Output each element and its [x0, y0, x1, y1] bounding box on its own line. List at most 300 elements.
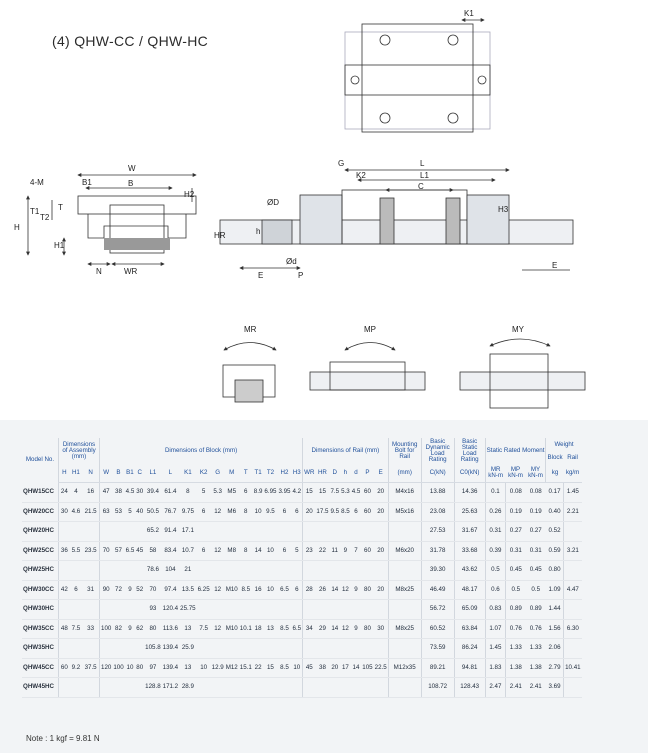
spec-table — [22, 438, 582, 698]
spec-section — [0, 420, 648, 753]
value-cell: 60 — [59, 658, 70, 678]
value-cell: 4.5 — [351, 483, 362, 503]
value-cell: 50.5 — [144, 502, 161, 522]
value-cell — [197, 561, 211, 581]
sub-header: N — [82, 464, 99, 483]
value-cell: 0.1 — [485, 483, 505, 503]
value-cell: 70 — [144, 580, 161, 600]
value-cell: 0.27 — [525, 522, 545, 542]
dim-label-e-right: E — [552, 261, 558, 270]
value-cell: 0.52 — [546, 522, 564, 542]
value-cell: 18 — [253, 619, 264, 639]
value-cell: 47 — [100, 483, 113, 503]
value-cell — [135, 639, 144, 659]
value-cell: 10.1 — [239, 619, 253, 639]
sub-header — [485, 464, 505, 483]
value-cell: 6 — [277, 502, 291, 522]
value-cell — [253, 678, 264, 698]
value-cell: 14 — [329, 619, 340, 639]
value-cell: 10 — [263, 580, 277, 600]
value-cell: 33.68 — [454, 541, 485, 561]
value-cell — [70, 639, 83, 659]
moment-unit: kN-m — [488, 472, 504, 479]
sub-header-row — [22, 464, 582, 483]
value-cell: 97.4 — [162, 580, 179, 600]
value-cell: 2.47 — [485, 678, 505, 698]
value-cell: 171.2 — [162, 678, 179, 698]
value-cell — [225, 561, 239, 581]
value-cell: 52 — [135, 580, 144, 600]
value-cell: 25.9 — [179, 639, 196, 659]
value-cell: 58 — [144, 541, 161, 561]
dim-label-t2: T2 — [40, 213, 50, 222]
value-cell: 12 — [211, 502, 225, 522]
value-cell — [292, 678, 303, 698]
value-cell: 6.95 — [263, 483, 277, 503]
value-cell — [125, 600, 136, 620]
value-cell: 30 — [374, 619, 389, 639]
value-cell: 60 — [361, 541, 373, 561]
value-cell — [135, 600, 144, 620]
header-moment: Static Rated Moment — [485, 438, 546, 464]
value-cell: 5.3 — [211, 483, 225, 503]
value-cell: 61.4 — [162, 483, 179, 503]
value-cell: M8x25 — [388, 619, 421, 639]
value-cell: 56.72 — [421, 600, 454, 620]
value-cell: 6 — [197, 502, 211, 522]
value-cell: 16 — [253, 580, 264, 600]
table-row — [22, 639, 582, 659]
sub-header: T — [239, 464, 253, 483]
sub-header: M — [225, 464, 239, 483]
value-cell: 1.45 — [485, 639, 505, 659]
sub-header: W — [100, 464, 113, 483]
value-cell — [277, 600, 291, 620]
dim-label-h1: H1 — [54, 241, 65, 250]
value-cell — [100, 678, 113, 698]
value-cell: 100 — [100, 619, 113, 639]
value-cell: 82 — [112, 619, 124, 639]
value-cell — [340, 561, 351, 581]
value-cell — [374, 678, 389, 698]
value-cell — [197, 678, 211, 698]
value-cell: 9.75 — [179, 502, 196, 522]
value-cell — [135, 561, 144, 581]
value-cell: 120.4 — [162, 600, 179, 620]
dim-label-e: E — [258, 271, 264, 280]
model-cell: QHW20HC — [22, 522, 59, 542]
value-cell — [70, 600, 83, 620]
value-cell: 1.33 — [506, 639, 526, 659]
value-cell: 23.08 — [421, 502, 454, 522]
value-cell — [292, 522, 303, 542]
value-cell: 11 — [329, 541, 340, 561]
dim-label-4m: 4-M — [30, 178, 44, 187]
dim-label-l: L — [420, 159, 425, 168]
value-cell: 48 — [59, 619, 70, 639]
value-cell: 6 — [277, 541, 291, 561]
header-assembly: Dimensions of Assembly (mm) — [59, 438, 100, 464]
model-cell: QHW25CC — [22, 541, 59, 561]
value-cell: M12 — [225, 658, 239, 678]
value-cell — [351, 600, 362, 620]
value-cell: 5 — [197, 483, 211, 503]
dim-label-d: ØD — [267, 198, 279, 207]
value-cell: 97 — [144, 658, 161, 678]
value-cell: 38 — [112, 483, 124, 503]
value-cell — [329, 600, 340, 620]
value-cell: 22 — [253, 658, 264, 678]
value-cell: 39.4 — [144, 483, 161, 503]
header-model: Model No. — [25, 456, 55, 464]
value-cell — [125, 639, 136, 659]
value-cell: 9.5 — [329, 502, 340, 522]
table-row — [22, 658, 582, 678]
dim-label-l1: L1 — [420, 171, 429, 180]
value-cell: 76.7 — [162, 502, 179, 522]
value-cell: 36 — [59, 541, 70, 561]
value-cell: 0.83 — [485, 600, 505, 620]
value-cell: 105 — [361, 658, 373, 678]
value-cell: 72 — [112, 580, 124, 600]
value-cell: 0.6 — [485, 580, 505, 600]
value-cell — [112, 561, 124, 581]
value-cell: 14.36 — [454, 483, 485, 503]
value-cell: 9 — [351, 619, 362, 639]
value-cell: 9 — [351, 580, 362, 600]
sub-header: D — [329, 464, 340, 483]
value-cell: 53 — [112, 502, 124, 522]
sub-header: h — [340, 464, 351, 483]
sub-header: C — [135, 464, 144, 483]
value-cell — [211, 600, 225, 620]
value-cell: 0.31 — [525, 541, 545, 561]
value-cell: 8.9 — [253, 483, 264, 503]
value-cell: 9 — [125, 619, 136, 639]
value-cell: 9.5 — [263, 502, 277, 522]
value-cell: M6x20 — [388, 541, 421, 561]
value-cell: 0.89 — [525, 600, 545, 620]
value-cell: 128.43 — [454, 678, 485, 698]
value-cell — [292, 600, 303, 620]
value-cell: 5 — [292, 541, 303, 561]
dim-label-d-small: Ød — [286, 257, 297, 266]
value-cell: 7.5 — [197, 619, 211, 639]
value-cell — [263, 600, 277, 620]
model-cell: QHW20CC — [22, 502, 59, 522]
table-row — [22, 502, 582, 522]
value-cell: 80 — [135, 658, 144, 678]
front-view — [28, 175, 196, 264]
value-cell: 30 — [135, 483, 144, 503]
value-cell — [197, 600, 211, 620]
value-cell — [211, 522, 225, 542]
value-cell: 63 — [100, 502, 113, 522]
dim-label-p: P — [298, 271, 304, 280]
value-cell: 15 — [303, 483, 316, 503]
value-cell — [303, 561, 316, 581]
value-cell — [82, 678, 99, 698]
value-cell: 63.84 — [454, 619, 485, 639]
value-cell: 23.5 — [82, 541, 99, 561]
value-cell: 78.6 — [144, 561, 161, 581]
sub-header: H1 — [70, 464, 83, 483]
value-cell: 0.39 — [485, 541, 505, 561]
value-cell: 90 — [100, 580, 113, 600]
value-cell — [277, 639, 291, 659]
value-cell — [263, 678, 277, 698]
table-row — [22, 483, 582, 503]
value-cell — [277, 561, 291, 581]
value-cell: 17 — [340, 658, 351, 678]
value-cell: M10 — [225, 619, 239, 639]
value-cell: 26 — [315, 580, 329, 600]
sub-header — [525, 464, 545, 483]
value-cell — [263, 639, 277, 659]
value-cell: 5 — [125, 502, 136, 522]
value-cell: 3.21 — [564, 541, 582, 561]
header-weight: Weight — [546, 438, 582, 452]
footnote: Note : 1 kgf = 9.81 N — [26, 734, 100, 743]
value-cell — [59, 639, 70, 659]
value-cell: 65.2 — [144, 522, 161, 542]
value-cell: 1.83 — [485, 658, 505, 678]
moment-label-mp: MP — [364, 325, 376, 334]
value-cell: 10 — [292, 658, 303, 678]
value-cell: 65.09 — [454, 600, 485, 620]
value-cell: 17.1 — [179, 522, 196, 542]
value-cell: 10 — [197, 658, 211, 678]
dim-label-h3: H3 — [498, 205, 509, 214]
value-cell — [340, 678, 351, 698]
sub-header: H2 — [277, 464, 291, 483]
value-cell: 60 — [361, 483, 373, 503]
sub-header: (mm) — [388, 464, 421, 483]
sub-header: H — [59, 464, 70, 483]
value-cell: 25.75 — [179, 600, 196, 620]
value-cell: 2.41 — [506, 678, 526, 698]
header-weight-block: Block — [546, 452, 564, 464]
dim-label-h-small: h — [256, 227, 261, 236]
model-cell: QHW45CC — [22, 658, 59, 678]
value-cell — [292, 639, 303, 659]
value-cell: 6 — [197, 541, 211, 561]
value-cell — [239, 561, 253, 581]
value-cell: 24 — [59, 483, 70, 503]
dim-label-g: G — [338, 159, 345, 168]
value-cell: 15.1 — [239, 658, 253, 678]
value-cell — [340, 522, 351, 542]
sub-header: B — [112, 464, 124, 483]
model-cell: QHW35CC — [22, 619, 59, 639]
value-cell: 1.09 — [546, 580, 564, 600]
sub-header: T1 — [253, 464, 264, 483]
value-cell: 16 — [82, 483, 99, 503]
value-cell: 12 — [211, 580, 225, 600]
header-mounting: Mounting Bolt for Rail — [388, 438, 421, 464]
value-cell: 3.69 — [546, 678, 564, 698]
value-cell: 6 — [239, 483, 253, 503]
value-cell: 5.3 — [340, 483, 351, 503]
value-cell: 8.5 — [239, 580, 253, 600]
value-cell: 139.4 — [162, 639, 179, 659]
moment-mr-drawing — [223, 343, 276, 403]
value-cell: 0.5 — [485, 561, 505, 581]
value-cell — [388, 678, 421, 698]
sub-header: E — [374, 464, 389, 483]
value-cell — [374, 639, 389, 659]
value-cell — [351, 561, 362, 581]
value-cell: 73.59 — [421, 639, 454, 659]
sub-header: K1 — [179, 464, 196, 483]
value-cell: 10.7 — [179, 541, 196, 561]
value-cell: 14 — [253, 541, 264, 561]
value-cell — [351, 639, 362, 659]
value-cell: 0.40 — [546, 502, 564, 522]
value-cell: 60.52 — [421, 619, 454, 639]
value-cell — [253, 522, 264, 542]
value-cell: 13 — [179, 658, 196, 678]
value-cell — [225, 522, 239, 542]
value-cell — [351, 678, 362, 698]
value-cell: 128.8 — [144, 678, 161, 698]
value-cell: 89.21 — [421, 658, 454, 678]
value-cell: 43.62 — [454, 561, 485, 581]
table-row — [22, 678, 582, 698]
value-cell: 13 — [179, 619, 196, 639]
value-cell: 9 — [340, 541, 351, 561]
value-cell: 86.24 — [454, 639, 485, 659]
value-cell: 0.5 — [525, 580, 545, 600]
sub-header-my: MY — [530, 465, 541, 473]
dim-label-n: N — [96, 267, 102, 276]
value-cell — [351, 522, 362, 542]
value-cell: 10.41 — [564, 658, 582, 678]
value-cell — [329, 522, 340, 542]
value-cell — [315, 678, 329, 698]
value-cell: 15 — [263, 658, 277, 678]
value-cell — [329, 639, 340, 659]
value-cell — [125, 522, 136, 542]
value-cell — [303, 600, 316, 620]
value-cell: M4x16 — [388, 483, 421, 503]
value-cell — [564, 522, 582, 542]
value-cell — [388, 561, 421, 581]
value-cell: 48.17 — [454, 580, 485, 600]
value-cell: 2.06 — [546, 639, 564, 659]
value-cell: 6.5 — [292, 619, 303, 639]
value-cell — [315, 561, 329, 581]
value-cell — [225, 678, 239, 698]
value-cell: 1.38 — [525, 658, 545, 678]
value-cell: 120 — [100, 658, 113, 678]
value-cell: 6 — [351, 502, 362, 522]
moment-mp-drawing — [310, 343, 425, 391]
value-cell: 28.9 — [179, 678, 196, 698]
value-cell: 27.53 — [421, 522, 454, 542]
model-cell: QHW30CC — [22, 580, 59, 600]
value-cell — [564, 561, 582, 581]
value-cell: 12.9 — [211, 658, 225, 678]
dim-label-h2: H2 — [184, 190, 195, 199]
value-cell: 22.5 — [374, 658, 389, 678]
value-cell: 13.5 — [179, 580, 196, 600]
value-cell — [340, 600, 351, 620]
value-cell — [564, 639, 582, 659]
value-cell: 80 — [144, 619, 161, 639]
value-cell: 6.5 — [125, 541, 136, 561]
value-cell — [564, 600, 582, 620]
value-cell — [59, 561, 70, 581]
value-cell — [374, 561, 389, 581]
header-dynamic: Basic Dynamic Load Rating — [421, 438, 454, 464]
dim-label-wr: WR — [124, 267, 138, 276]
value-cell: 5.5 — [70, 541, 83, 561]
value-cell: 4.2 — [292, 483, 303, 503]
value-cell — [564, 678, 582, 698]
table-row — [22, 561, 582, 581]
value-cell: 2.41 — [525, 678, 545, 698]
moment-my-drawing — [460, 339, 585, 408]
value-cell: 7.5 — [329, 483, 340, 503]
value-cell: M5 — [225, 483, 239, 503]
sub-header: L — [162, 464, 179, 483]
value-cell — [197, 522, 211, 542]
value-cell: 7.5 — [70, 619, 83, 639]
dim-label-k2: K2 — [356, 171, 366, 180]
header-block: Dimensions of Block (mm) — [100, 438, 303, 464]
value-cell — [329, 678, 340, 698]
value-cell — [239, 678, 253, 698]
value-cell — [303, 522, 316, 542]
sub-header: G — [211, 464, 225, 483]
table-row — [22, 580, 582, 600]
value-cell — [263, 522, 277, 542]
value-cell — [100, 600, 113, 620]
value-cell — [253, 561, 264, 581]
value-cell: 0.89 — [506, 600, 526, 620]
value-cell: 62 — [135, 619, 144, 639]
model-cell: QHW25HC — [22, 561, 59, 581]
value-cell: 0.5 — [506, 580, 526, 600]
value-cell: 57 — [112, 541, 124, 561]
value-cell: 4.6 — [70, 502, 83, 522]
value-cell: 46.49 — [421, 580, 454, 600]
value-cell: 0.45 — [506, 561, 526, 581]
moment-label-mr: MR — [244, 325, 257, 334]
value-cell: 1.38 — [506, 658, 526, 678]
dim-label-hr: HR — [214, 231, 226, 240]
value-cell — [340, 639, 351, 659]
value-cell: 8 — [179, 483, 196, 503]
value-cell: 0.08 — [506, 483, 526, 503]
value-cell — [225, 639, 239, 659]
value-cell — [315, 639, 329, 659]
value-cell: 80 — [361, 619, 373, 639]
value-cell — [361, 678, 373, 698]
value-cell: 8.5 — [277, 658, 291, 678]
value-cell: 13.88 — [421, 483, 454, 503]
sub-header: T2 — [263, 464, 277, 483]
value-cell: 139.4 — [162, 658, 179, 678]
value-cell: 21.5 — [82, 502, 99, 522]
value-cell: 4.47 — [564, 580, 582, 600]
value-cell: 25.63 — [454, 502, 485, 522]
value-cell: 60 — [361, 502, 373, 522]
value-cell: 20 — [329, 658, 340, 678]
value-cell — [100, 522, 113, 542]
model-cell: QHW30HC — [22, 600, 59, 620]
